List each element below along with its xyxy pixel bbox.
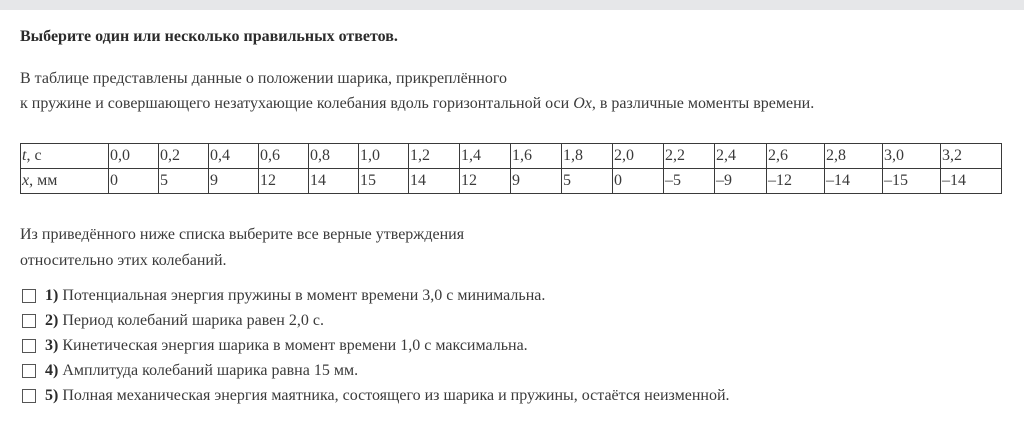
answer-option-4[interactable] bbox=[22, 358, 730, 383]
time-value-cell: 1,2 bbox=[409, 144, 460, 169]
task-instruction: Выберите один или несколько правильных ответов. bbox=[20, 28, 398, 45]
answer-option-3[interactable] bbox=[22, 333, 730, 358]
answer-number: 5) bbox=[45, 386, 59, 404]
time-value-cell: 0,6 bbox=[259, 144, 309, 169]
time-value-cell: 1,8 bbox=[562, 144, 613, 169]
answer-option-5[interactable] bbox=[22, 383, 730, 408]
position-value-cell: 0 bbox=[109, 169, 159, 194]
position-value-cell: –12 bbox=[767, 169, 825, 194]
time-value-cell: 1,0 bbox=[359, 144, 409, 169]
answer-number: 2) bbox=[45, 311, 59, 329]
position-value-cell: 12 bbox=[460, 169, 511, 194]
time-value-cell: 0,4 bbox=[209, 144, 259, 169]
time-value-cell: 2,4 bbox=[715, 144, 767, 169]
time-value-cell: 3,0 bbox=[883, 144, 941, 169]
answer-text: Потенциальная энергия пружины в момент времени 3,0 с минимальна. bbox=[62, 286, 546, 304]
intro-line-1: В таблице представлены данные о положении шарика, прикреплённого bbox=[20, 70, 507, 87]
answer-checkbox[interactable] bbox=[22, 289, 36, 303]
answer-option-1[interactable] bbox=[22, 283, 730, 308]
time-value-cell: 0,2 bbox=[159, 144, 209, 169]
answer-text: Полная механическая энергия маятника, состоящего из шарика и пружины, остаётся неизменной. bbox=[62, 386, 730, 404]
table-row-time bbox=[21, 144, 1002, 169]
position-value-cell: 9 bbox=[209, 169, 259, 194]
question-text bbox=[20, 222, 464, 274]
position-value-cell: –15 bbox=[883, 169, 941, 194]
table-row-position bbox=[21, 169, 1002, 194]
answer-number: 1) bbox=[45, 286, 59, 304]
question-line-2: относительно этих колебаний. bbox=[20, 252, 227, 269]
time-value-cell: 2,2 bbox=[664, 144, 715, 169]
answer-option-2[interactable] bbox=[22, 308, 730, 333]
position-value-cell: –9 bbox=[715, 169, 767, 194]
position-variable: x bbox=[22, 172, 30, 189]
answer-checkbox[interactable] bbox=[22, 314, 36, 328]
answer-text: Амплитуда колебаний шарика равна 15 мм. bbox=[62, 361, 359, 379]
intro-line-2-end: , в различные моменты времени. bbox=[591, 95, 815, 112]
answer-checkbox[interactable] bbox=[22, 389, 36, 403]
time-unit: , с bbox=[26, 147, 42, 164]
axis-name: Ox bbox=[573, 95, 592, 112]
position-label bbox=[21, 169, 109, 194]
task-intro bbox=[20, 66, 814, 116]
data-table bbox=[20, 143, 1002, 194]
position-value-cell: 14 bbox=[409, 169, 460, 194]
position-value-cell: –14 bbox=[825, 169, 883, 194]
answer-options bbox=[22, 283, 730, 408]
answer-checkbox[interactable] bbox=[22, 339, 36, 353]
position-value-cell: 0 bbox=[613, 169, 664, 194]
time-variable: t bbox=[22, 147, 27, 164]
time-value-cell: 1,4 bbox=[460, 144, 511, 169]
time-value-cell: 0,8 bbox=[309, 144, 359, 169]
time-value-cell: 3,2 bbox=[941, 144, 1002, 169]
time-value-cell: 2,0 bbox=[613, 144, 664, 169]
question-line-1: Из приведённого ниже списка выберите все верные утверждения bbox=[20, 226, 465, 243]
answer-text: Период колебаний шарика равен 2,0 с. bbox=[62, 311, 324, 329]
time-value-cell: 2,6 bbox=[767, 144, 825, 169]
position-value-cell: 9 bbox=[511, 169, 562, 194]
position-value-cell: 15 bbox=[359, 169, 409, 194]
answer-checkbox[interactable] bbox=[22, 364, 36, 378]
time-value-cell: 1,6 bbox=[511, 144, 562, 169]
position-value-cell: 5 bbox=[562, 169, 613, 194]
intro-line-2 bbox=[20, 91, 814, 116]
time-label bbox=[21, 144, 109, 169]
position-unit: , мм bbox=[29, 172, 58, 189]
answer-number: 3) bbox=[45, 336, 59, 354]
position-value-cell: 5 bbox=[159, 169, 209, 194]
position-value-cell: –5 bbox=[664, 169, 715, 194]
position-value-cell: 14 bbox=[309, 169, 359, 194]
answer-number: 4) bbox=[45, 361, 59, 379]
time-value-cell: 2,8 bbox=[825, 144, 883, 169]
time-value-cell: 0,0 bbox=[109, 144, 159, 169]
position-value-cell: –14 bbox=[941, 169, 1002, 194]
intro-line-2-text: к пружине и совершающего незатухающие колебания вдоль горизонтальной оси bbox=[20, 95, 574, 112]
top-bar bbox=[0, 0, 1024, 10]
position-value-cell: 12 bbox=[259, 169, 309, 194]
answer-text: Кинетическая энергия шарика в момент времени 1,0 с максимальна. bbox=[62, 336, 528, 354]
